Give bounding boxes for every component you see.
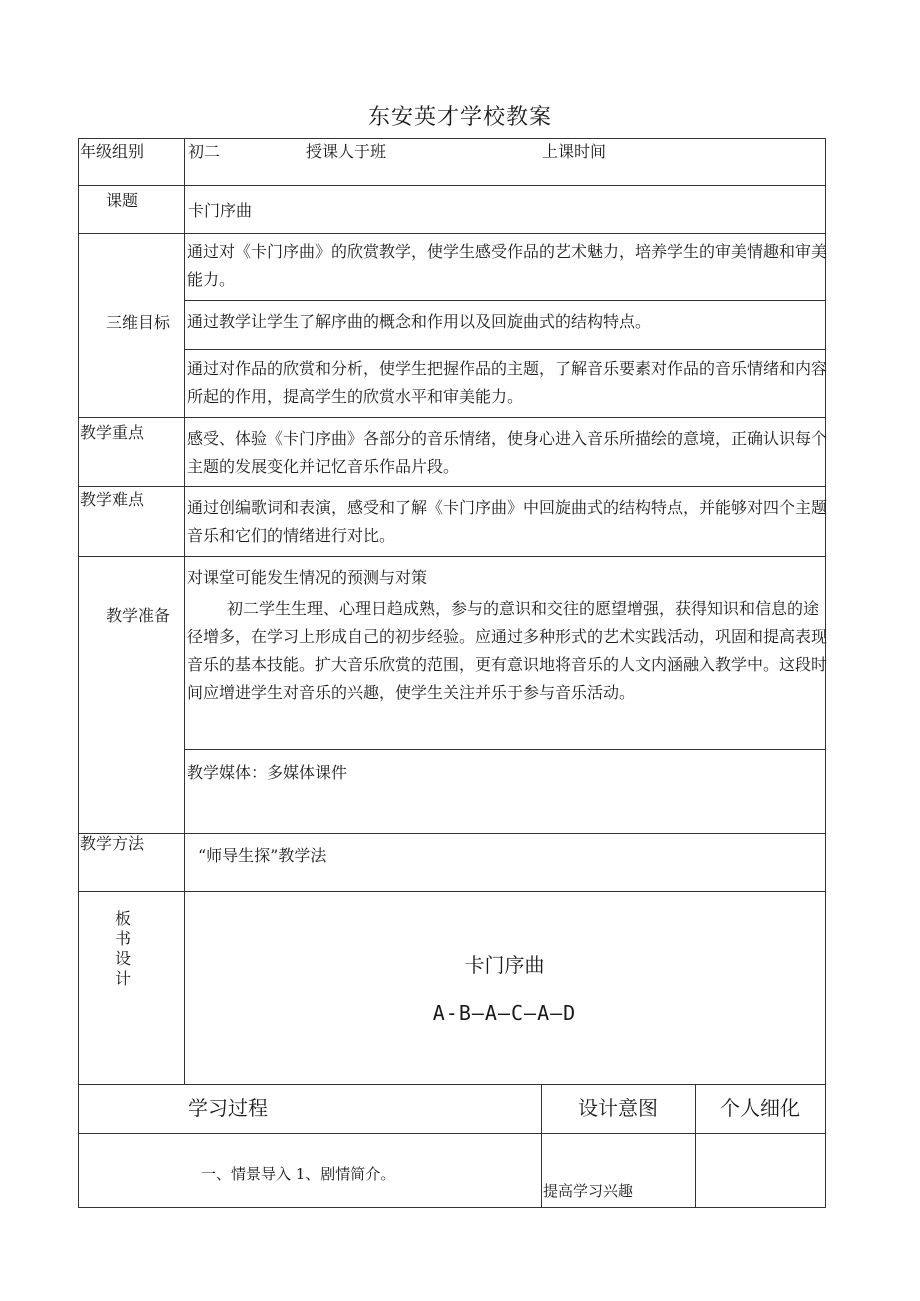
topic-row <box>78 185 826 233</box>
intent-col-header: 设计意图 <box>578 1096 658 1120</box>
preparation-label: 教学准备 <box>106 606 171 625</box>
key-points-row <box>78 417 826 486</box>
difficulties-row <box>78 486 826 556</box>
difficulties-label: 教学难点 <box>80 490 145 509</box>
objective-item: 通过对《卡门序曲》的欣赏教学，使学生感受作品的艺术魅力，培养学生的审美情趣和审美能力。 <box>187 242 828 289</box>
objectives-row <box>78 233 826 417</box>
board-label-char: 书 <box>115 929 132 948</box>
process-intent: 提高学习兴趣 <box>543 1182 634 1200</box>
topic-label: 课题 <box>106 191 139 210</box>
key-points-label: 教学重点 <box>80 423 145 442</box>
preparation-row <box>78 556 826 833</box>
board-design-row <box>78 891 826 1084</box>
board-title: 卡门序曲 <box>464 953 545 977</box>
grade-row <box>78 138 826 185</box>
preparation-heading: 对课堂可能发生情况的预测与对策 <box>187 568 428 587</box>
teaching-media: 教学媒体：多媒体课件 <box>187 763 348 782</box>
board-label-char: 设 <box>115 949 132 968</box>
objectives-label: 三维目标 <box>106 313 171 332</box>
page-title: 东安英才学校教案 <box>367 105 552 130</box>
process-header-row <box>78 1084 826 1133</box>
objective-item: 通过对作品的欣赏和分析，使学生把握作品的主题，了解音乐要素对作品的音乐情绪和内容所起的作用，提高学生的欣赏水平和审美能力。 <box>187 359 828 406</box>
process-col-header: 学习过程 <box>188 1096 268 1120</box>
board-label-char: 板 <box>115 909 132 928</box>
method-label: 教学方法 <box>80 834 145 853</box>
grade-label: 年级组别 <box>80 142 145 161</box>
preparation-body: 初二学生生理、心理日趋成熟，参与的意识和交往的愿望增强，获得知识和信息的途径增多，在学习上形成自己的初步经验。应通过多种形式的艺术实践活动，巩固和提高表现音乐的基本技能。扩大音乐欣赏的范围，更有意识地将音乐的人文内涵融入教学中。这段时间应增进学生对音乐的兴趣，使学生关注并乐于参与音乐活动。 <box>187 599 828 702</box>
board-label-char: 计 <box>115 969 132 988</box>
class-time-label: 上课时间 <box>542 142 607 161</box>
process-row <box>78 1133 826 1208</box>
note-col-header: 个人细化 <box>720 1096 800 1120</box>
method-row <box>78 833 826 891</box>
process-step: 一、情景导入 1、剧情简介。 <box>201 1165 396 1183</box>
board-structure: A-B—A—C—A—D <box>432 1001 577 1025</box>
objective-item: 通过教学让学生了解序曲的概念和作用以及回旋曲式的结构特点。 <box>187 312 652 331</box>
key-points-text: 感受、体验《卡门序曲》各部分的音乐情绪，使身心进入音乐所描绘的意境，正确认识每个主题的发展变化并记忆音乐作品片段。 <box>187 429 828 476</box>
difficulties-text: 通过创编歌词和表演，感受和了解《卡门序曲》中回旋曲式的结构特点，并能够对四个主题音乐和它们的情绪进行对比。 <box>187 498 828 545</box>
topic-value: 卡门序曲 <box>188 201 253 220</box>
teacher-value: 授课人于班 <box>306 142 387 161</box>
grade-value: 初二 <box>188 142 221 161</box>
method-value: “师导生探”教学法 <box>198 846 327 865</box>
lesson-plan-table <box>78 138 826 1208</box>
